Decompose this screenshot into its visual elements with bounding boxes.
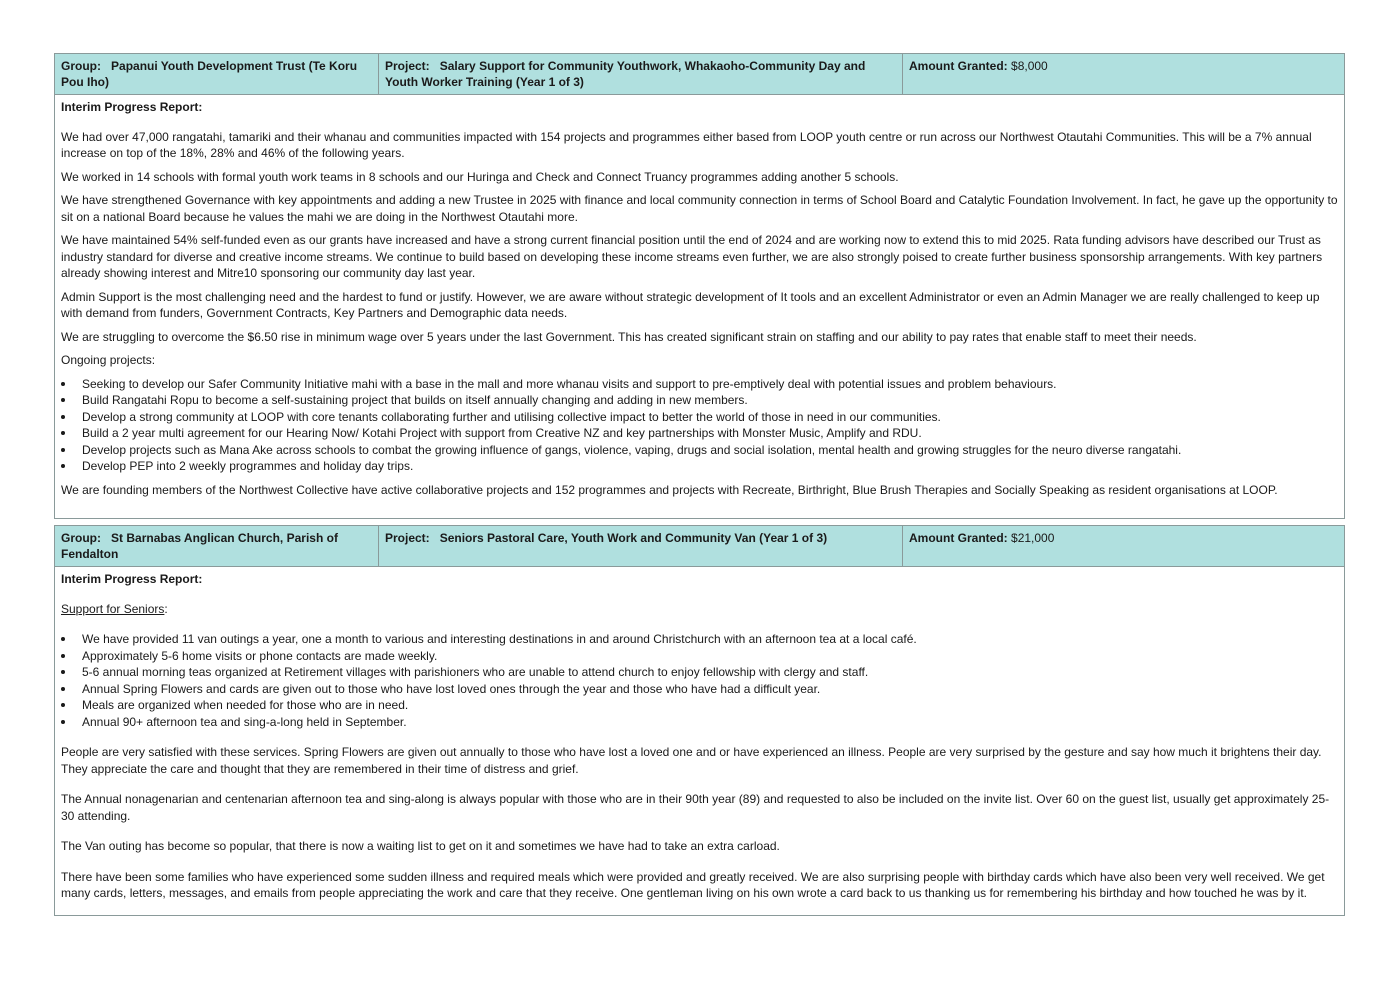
group-cell <box>55 54 379 94</box>
amount-label: Amount Granted: <box>909 59 1008 73</box>
list-item: Develop a strong community at LOOP with core tenants collaborating further and utilising collective impact to better the world of those in need in our communities. <box>82 409 1338 426</box>
list-item: Build a 2 year multi agreement for our Hearing Now/ Kotahi Project with support from Creative NZ and key partnerships with Monster Music, Amplify and RDU. <box>82 425 1338 442</box>
amount-value: $8,000 <box>1011 59 1048 73</box>
report-paragraph: Ongoing projects: <box>61 353 156 367</box>
group-name: Papanui Youth Development Trust (Te Koru Pou Iho) <box>61 59 358 89</box>
group-cell <box>55 526 379 566</box>
report-title: Interim Progress Report: <box>61 100 203 114</box>
list-item: Approximately 5-6 home visits or phone contacts are made weekly. <box>82 648 1338 665</box>
report-body <box>55 567 1344 915</box>
report-paragraph: Admin Support is the most challenging need and the hardest to fund or justify. However, we are aware without strategic development of It tools and an excellent Administrator or even an Admin Manager we are really challenged to keep up with demand from funders, Government Contracts, Key Partners and Demographic data needs. <box>61 289 1320 320</box>
project-label: Project: <box>385 531 430 545</box>
report-paragraph: The Van outing has become so popular, that there is now a waiting list to get on it and sometimes we have had to take an extra carload. <box>61 839 780 853</box>
list-item: Annual 90+ afternoon tea and sing-a-long held in September. <box>82 714 1338 731</box>
list-item: Build Rangatahi Ropu to become a self-sustaining project that builds on itself annually changing and adding in new members. <box>82 392 1338 409</box>
list-item: 5-6 annual morning teas organized at Retirement villages with parishioners who are unable to attend church to enjoy fellowship with clergy and staff. <box>82 664 1338 681</box>
grant-header <box>55 526 1344 567</box>
grant-table-papanui <box>54 53 1345 519</box>
ongoing-projects-list <box>61 376 1338 475</box>
list-item: Annual Spring Flowers and cards are given out to those who have lost loved ones through the year and those who have had a difficult year. <box>82 681 1338 698</box>
report-paragraph: We worked in 14 schools with formal youth work teams in 8 schools and our Huringa and Check and Connect Truancy programmes adding another 5 schools. <box>61 169 899 184</box>
report-body <box>55 95 1344 518</box>
group-label: Group: <box>61 59 101 73</box>
amount-cell <box>903 526 1344 566</box>
report-paragraph: We are founding members of the Northwest Collective have active collaborative projects and 152 programmes and projects with Recreate, Birthright, Blue Brush Therapies and Socially Speaking as resident organisations at LOOP. <box>61 482 1278 497</box>
project-name: Seniors Pastoral Care, Youth Work and Community Van (Year 1 of 3) <box>439 531 828 545</box>
report-paragraph: We have maintained 54% self-funded even as our grants have increased and have a strong current financial position until the end of 2024 and are working now to extend this to mid 2025. Rata funding advisors have described our Trust as industry standard for diverse and creative income streams. We continue to build based on developing these income streams even further, we are also strongly poised to create further business sponsorship arrangements. With key partners already showing interest and Mitre10 sponsoring our community day last year. <box>61 233 1323 280</box>
heading-colon: : <box>164 601 168 616</box>
report-paragraph: The Annual nonagenarian and centenarian afternoon tea and sing-along is always popular with those who are in their 90th year (89) and requested to also be included on the invite list. Over 60 on the guest list, usually get approximately 25-30 attending. <box>61 792 1330 823</box>
amount-cell <box>903 54 1344 94</box>
amount-value: $21,000 <box>1011 531 1055 545</box>
seniors-support-list <box>61 631 1338 730</box>
list-item: Meals are organized when needed for those who are in need. <box>82 697 1338 714</box>
amount-label: Amount Granted: <box>909 531 1008 545</box>
grant-header <box>55 54 1344 95</box>
list-item: Develop projects such as Mana Ake across schools to combat the growing influence of gangs, violence, vaping, drugs and social isolation, mental health and growing struggles for the neuro diverse rangatahi. <box>82 442 1338 459</box>
list-item: Seeking to develop our Safer Community Initiative mahi with a base in the mall and more whanau visits and support to pre-emptively deal with potential issues and problem behaviours. <box>82 376 1338 393</box>
list-item: We have provided 11 van outings a year, one a month to various and interesting destinations in and around Christchurch with an afternoon tea at a local café. <box>82 631 1338 648</box>
list-item: Develop PEP into 2 weekly programmes and holiday day trips. <box>82 458 1338 475</box>
report-title: Interim Progress Report: <box>61 572 203 586</box>
group-name: St Barnabas Anglican Church, Parish of Fendalton <box>61 531 338 561</box>
report-paragraph: We are struggling to overcome the $6.50 rise in minimum wage over 5 years under the last Government. This has created significant strain on staffing and our ability to pay rates that enable staff to meet their needs. <box>61 329 1197 344</box>
group-label: Group: <box>61 531 101 545</box>
grant-table-st-barnabas <box>54 525 1345 916</box>
report-paragraph: There have been some families who have experienced some sudden illness and required meals which were provided and greatly received. We are also surprising people with birthday cards which have also been very well received. We get many cards, letters, messages, and emails from people appreciating the work and care that they receive. One gentleman living on his own wrote a card back to us thanking us for remembering his birthday and how touched he was by it. <box>61 869 1325 900</box>
report-paragraph: We have strengthened Governance with key appointments and adding a new Trustee in 2025 with finance and local community connection in terms of School Board and Catalytic Foundation Involvement. In fact, he gave up the opportunity to sit on a national Board because he values the mahi we are doing in the Northwest Otautahi more. <box>61 193 1338 224</box>
section-heading <box>61 601 1338 618</box>
project-label: Project: <box>385 59 430 73</box>
project-cell <box>379 526 903 566</box>
project-name: Salary Support for Community Youthwork, Whakaoho-Community Day and Youth Worker Training (Year 1 of 3) <box>385 59 866 89</box>
support-for-seniors-heading: Support for Seniors <box>61 601 165 616</box>
report-paragraph: People are very satisfied with these services. Spring Flowers are given out annually to those who have lost a loved one and or have experienced an illness. People are very surprised by the gesture and say how much it brightens their day. They appreciate the care and thought that they are remembered in their time of distress and grief. <box>61 745 1322 776</box>
project-cell <box>379 54 903 94</box>
report-paragraph: We had over 47,000 rangatahi, tamariki and their whanau and communities impacted with 154 projects and programmes either based from LOOP youth centre or run across our Northwest Otautahi Communities. This will be a 7% annual increase on top of the 18%, 28% and 46% of the following years. <box>61 129 1312 160</box>
